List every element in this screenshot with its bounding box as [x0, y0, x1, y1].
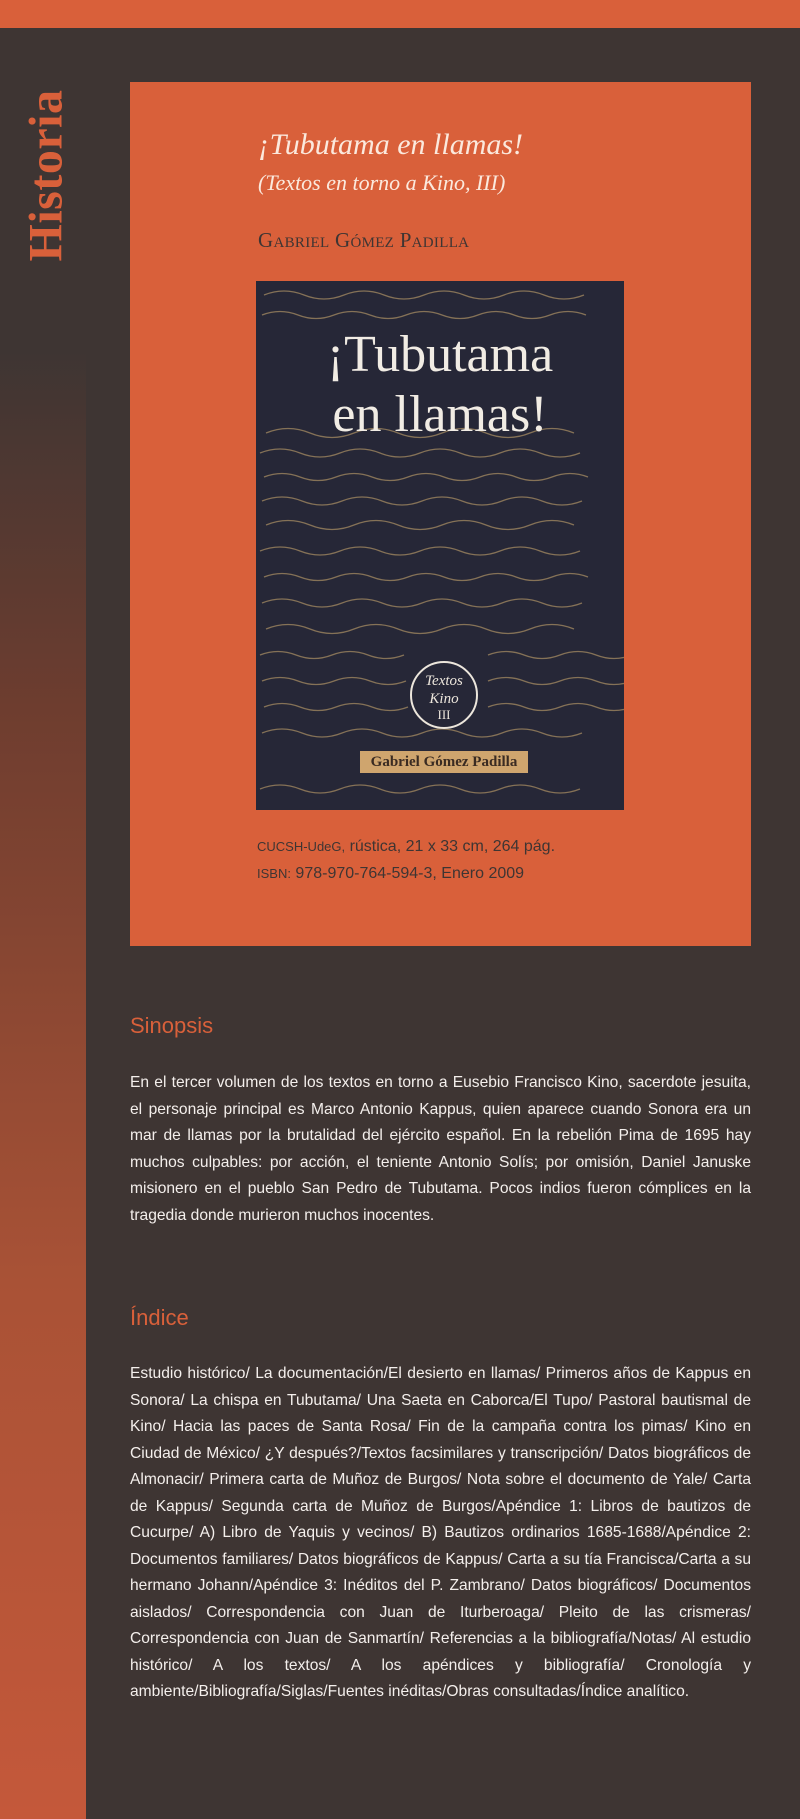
publisher-label: CUCSH-UdeG,	[257, 839, 346, 854]
publisher-info	[257, 838, 555, 856]
seal-line2: Kino	[429, 691, 459, 707]
cover-author-plate: Gabriel Gómez Padilla	[360, 751, 528, 773]
sinopsis-heading: Sinopsis	[130, 1013, 214, 1038]
seal-line3: III	[437, 707, 451, 722]
section-label	[18, 80, 74, 270]
series-seal	[410, 661, 478, 729]
indice-text: Estudio histórico/ La documentación/El desierto en llamas/ Primeros años de Kappus en Sonora/ La chispa en Tubutama/ Una Saeta en Caborca/El Tupo/ Pastoral bautismal de Kino/ Hacia las paces de Santa Rosa/ Fin de la campaña contra los pimas/ Kino en Ciudad de México/ ¿Y después?/Textos facsimilares y transcripción/ Datos biográficos de Almonacir/ Primera carta de Muñoz de Burgos/ Nota sobre el documento de Yale/ Carta de Kappus/ Segunda carta de Muñoz de Burgos/Apéndice 1: Libros de bautizos de Cucurpe/ A) Libro de Yaquis y vecinos/ B) Bautizos ordinarios 1685-1688/Apéndice 2: Documentos familiares/ Datos biográficos de Kappus/ Carta a su tía Francisca/Carta a su hermano Johann/Apéndice 3: Inéditos del P. Zambrano/ Datos biográficos/ Documentos aislados/ Correspondencia con Juan de Iturberoaga/ Pleito de las crismeras/ Correspondencia con Juan de Sanmartín/ Referencias a la bibliografía/Notas/ Al estudio histórico/ A los textos/ A los apéndices y bibliografía/ Cronología y ambiente/Bibliografía/Siglas/Fuentes inéditas/Obras consultadas/Índice analítico.	[130, 1365, 751, 1700]
book-subtitle: (Textos en torno a Kino, III)	[258, 170, 506, 195]
top-accent-bar	[0, 0, 800, 28]
cover-title-line1: ¡Tubutama	[326, 326, 554, 383]
section-label-text: Historia	[19, 89, 73, 261]
side-strip	[0, 28, 86, 1819]
isbn-info	[257, 865, 524, 883]
isbn-label: ISBN:	[257, 866, 291, 881]
book-cover-image	[256, 281, 624, 810]
book-title: ¡Tubutama en llamas!	[258, 128, 524, 161]
cover-title	[256, 325, 624, 445]
cover-title-line2: en llamas!	[332, 386, 548, 443]
book-author: Gabriel Gómez Padilla	[258, 228, 470, 252]
book-card	[130, 82, 751, 946]
isbn-details: 978-970-764-594-3, Enero 2009	[290, 865, 525, 882]
publisher-details: rústica, 21 x 33 cm, 264 pág.	[345, 838, 556, 855]
seal-line1: Textos	[425, 673, 463, 689]
indice-heading: Índice	[130, 1305, 189, 1330]
sinopsis-text: En el tercer volumen de los textos en torno a Eusebio Francisco Kino, sacerdote jesuita, el personaje principal es Marco Antonio Kappus, quien aparece cuando Sonora era un mar de llamas por la brutalidad del ejército español. En la rebelión Pima de 1695 hay muchos culpables: por acción, el teniente Antonio Solís; por omisión, Daniel Januske misionero en el pueblo San Pedro de Tubutama. Pocos indios fueron cómplices en la tragedia donde murieron muchos inocentes.	[130, 1074, 751, 1224]
